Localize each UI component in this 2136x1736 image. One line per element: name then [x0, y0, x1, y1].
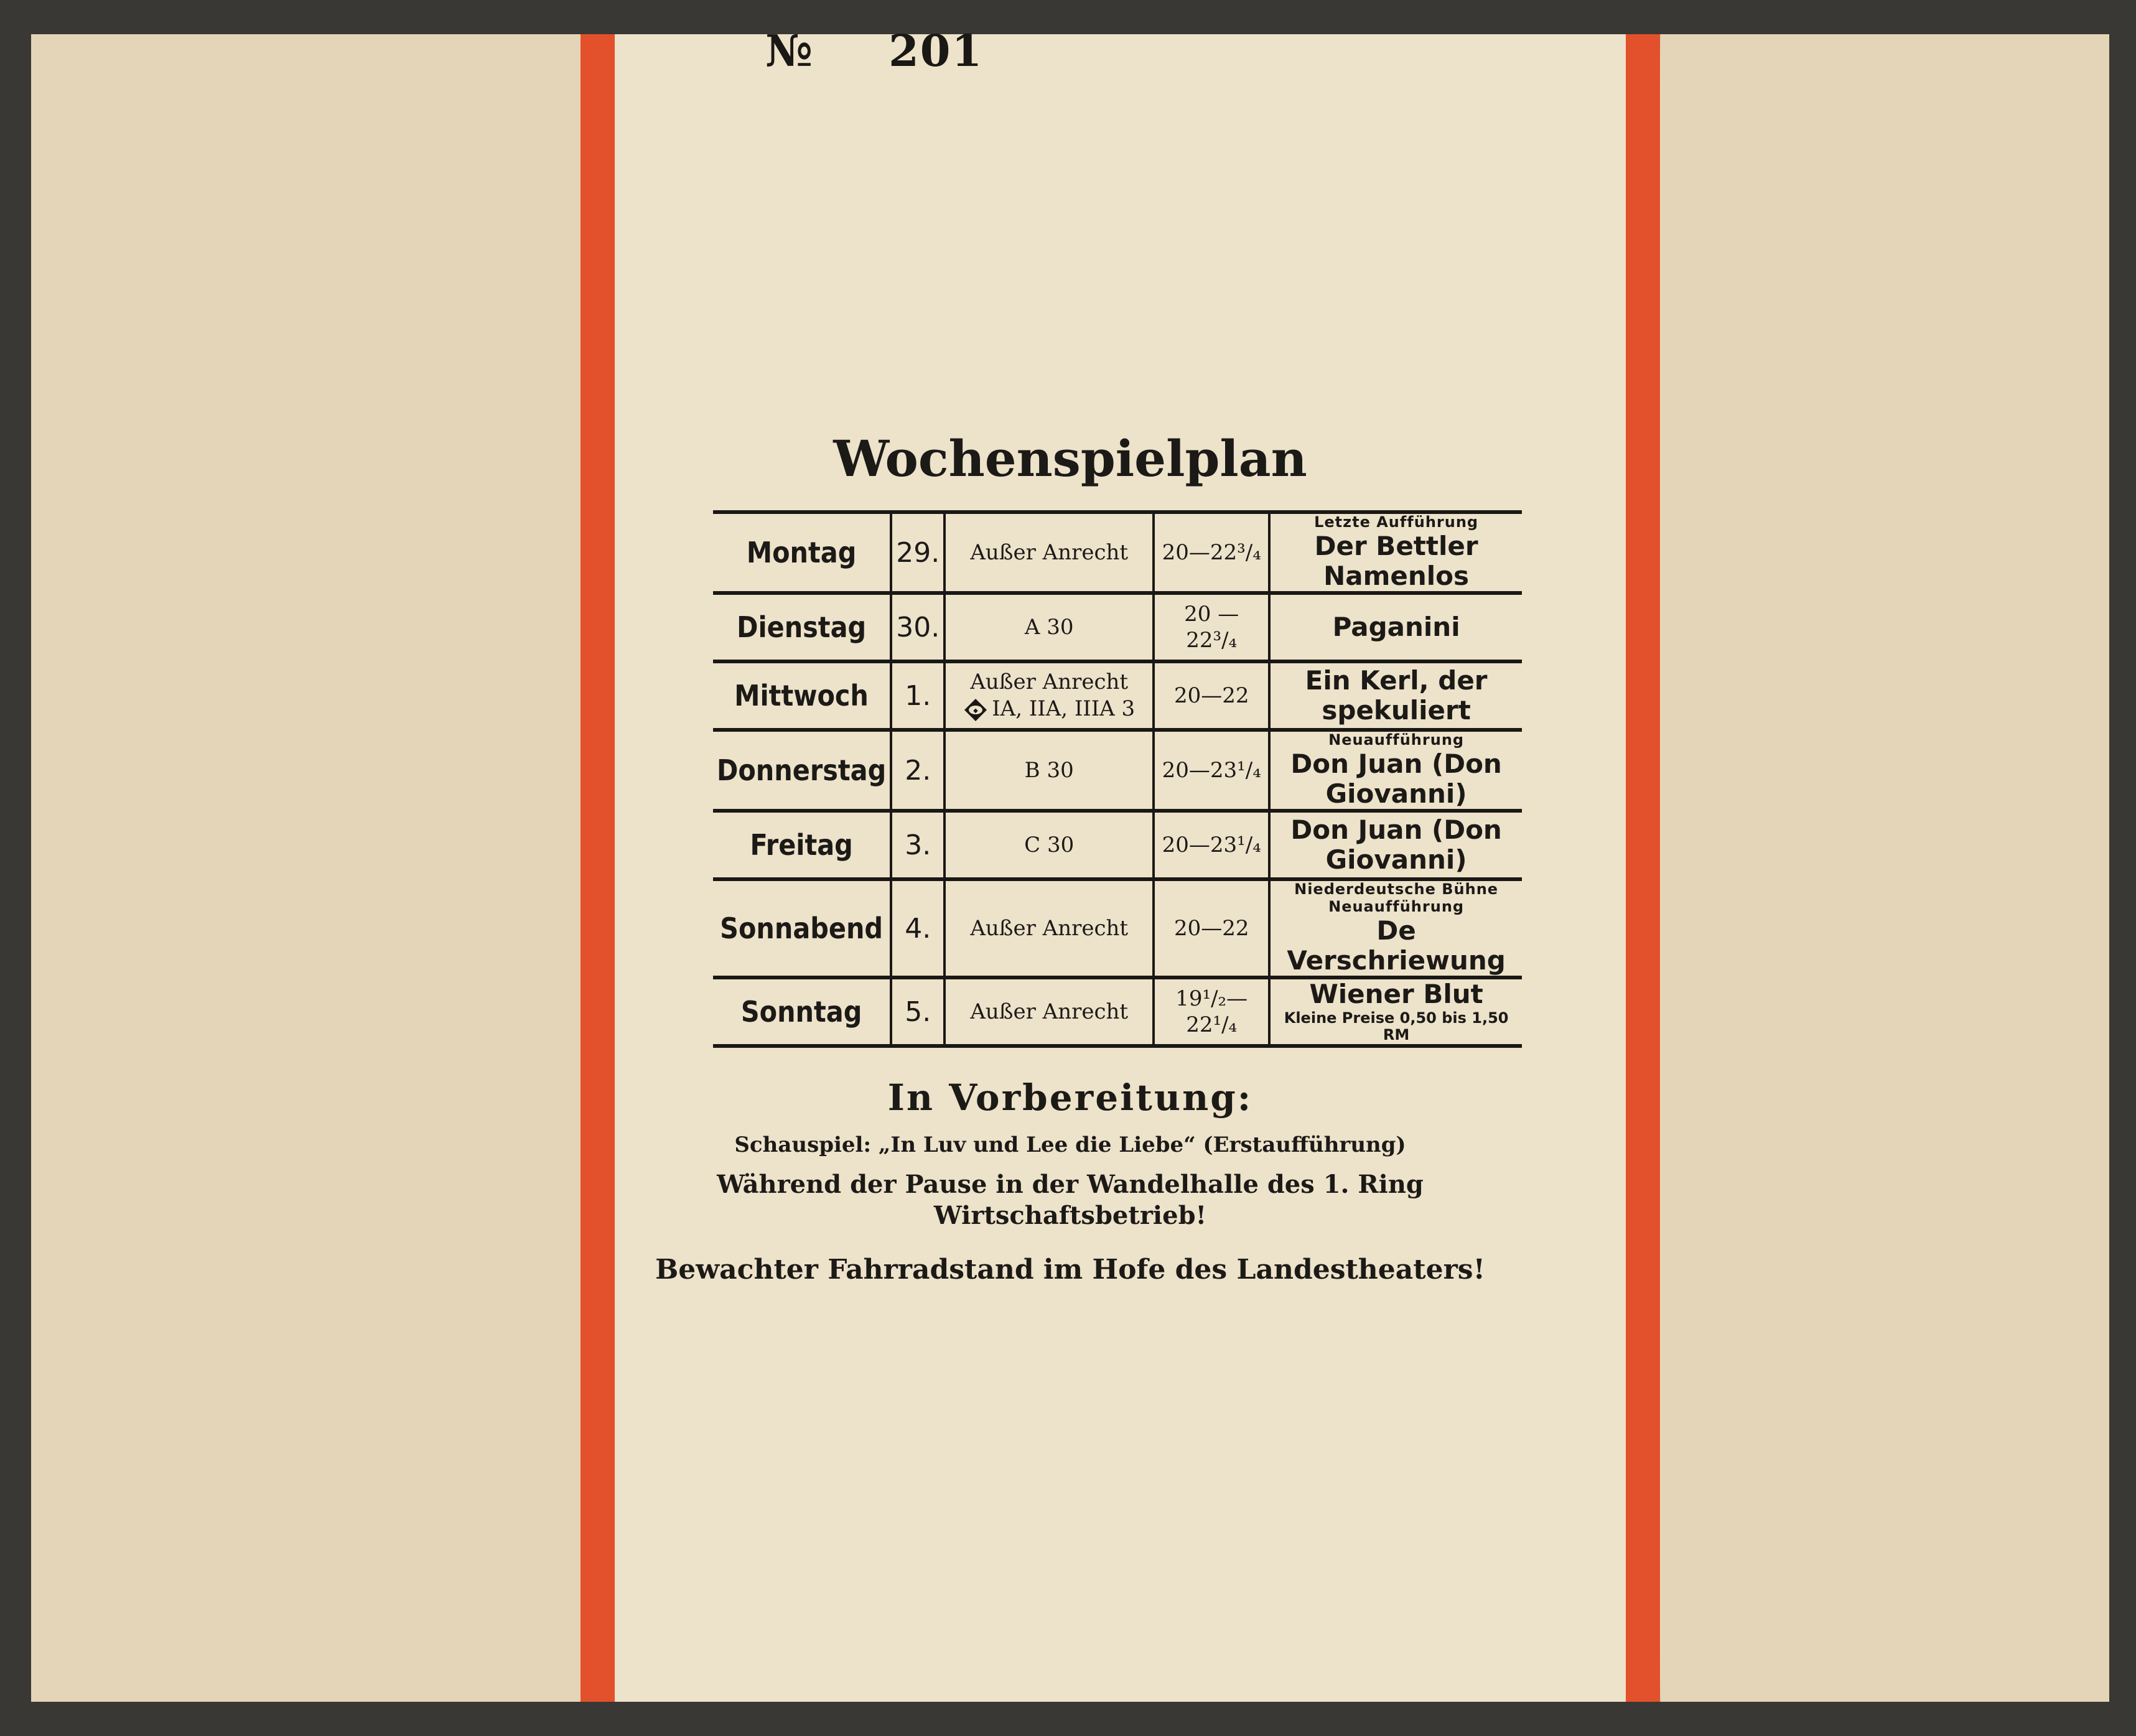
bike-notice: Bewachter Fahrradstand im Hofe des Landestheaters!	[655, 1254, 1485, 1286]
play-title: Don Juan (Don Giovanni)	[1290, 748, 1502, 810]
subscription-cell	[944, 879, 1154, 978]
date-value: 29.	[896, 536, 940, 569]
play-note: Letzte Aufführung	[1314, 513, 1479, 531]
ring-emblem-icon	[963, 698, 988, 722]
play-title: De Verschriewung	[1287, 915, 1506, 976]
subscription-cell	[944, 978, 1154, 1046]
day-cell	[713, 879, 891, 978]
play-title: Paganini	[1332, 612, 1460, 643]
play-cell	[1269, 811, 1522, 879]
date-cell	[891, 593, 944, 661]
play-cell	[1269, 879, 1522, 978]
schedule-row	[713, 978, 1522, 1046]
date-value: 2.	[905, 754, 931, 786]
play-cell	[1269, 593, 1522, 661]
play-title: Don Juan (Don Giovanni)	[1290, 814, 1502, 875]
right-page-showthrough	[1661, 34, 2109, 1702]
left-page-showthrough	[31, 34, 585, 1702]
left-red-stripe	[581, 34, 615, 1702]
play-cell	[1269, 661, 1522, 730]
number-sign: №	[765, 25, 814, 77]
day-name: Mittwoch	[734, 679, 869, 713]
subscription-text: B 30	[1024, 758, 1074, 783]
time-text-end: 22¹/₄	[1186, 1012, 1238, 1038]
subscription-cell	[944, 661, 1154, 730]
subscription-cell	[944, 811, 1154, 879]
right-red-stripe	[1626, 34, 1660, 1702]
time-cell	[1154, 811, 1269, 879]
day-name: Donnerstag	[717, 754, 887, 788]
time-text: 20 —	[1184, 601, 1239, 627]
subscription-cell	[944, 593, 1154, 661]
subscription-text: Außer Anrecht	[970, 999, 1129, 1024]
day-name: Freitag	[750, 828, 853, 862]
time-text: 19¹/₂—	[1175, 986, 1248, 1011]
play-title: Wiener Blut	[1309, 979, 1483, 1010]
schedule-table	[713, 510, 1522, 1048]
schedule-row	[713, 730, 1522, 811]
play-cell	[1269, 978, 1522, 1046]
ghost-text	[106, 177, 119, 228]
time-cell	[1154, 512, 1269, 593]
svg-text:◆: ◆	[973, 707, 979, 714]
day-cell	[713, 730, 891, 811]
subscription-text: Außer Anrecht	[970, 539, 1129, 565]
schedule-row	[713, 811, 1522, 879]
schedule-row	[713, 661, 1522, 730]
pause-line-2: Wirtschaftsbetrieb!	[933, 1201, 1207, 1230]
play-title: Ein Kerl, der spekuliert	[1305, 665, 1488, 726]
preparation-line: Schauspiel: „In Luv und Lee die Liebe“ (Erstaufführung)	[734, 1132, 1406, 1157]
date-value: 30.	[896, 611, 940, 643]
price-note: Kleine Preise 0,50 bis 1,50 RM	[1284, 1009, 1509, 1044]
subscription-text: C 30	[1024, 833, 1075, 858]
day-cell	[713, 593, 891, 661]
day-cell	[713, 978, 891, 1046]
date-value: 1.	[905, 679, 931, 712]
date-value: 3.	[905, 829, 931, 861]
day-name: Sonntag	[740, 995, 862, 1029]
day-name: Sonnabend	[720, 912, 884, 946]
play-title: Der Bettler Namenlos	[1314, 530, 1478, 591]
time-cell	[1154, 661, 1269, 730]
play-note: Niederdeutsche Bühne	[1294, 880, 1499, 898]
day-cell	[713, 811, 891, 879]
time-text: 20—22	[1173, 916, 1249, 941]
subscription-cell	[944, 730, 1154, 811]
date-cell	[891, 730, 944, 811]
play-cell	[1269, 730, 1522, 811]
subscription-cell	[944, 512, 1154, 593]
pause-line-1: Während der Pause in der Wandelhalle des 1. Ring	[717, 1170, 1424, 1199]
subscription-groups: IA, IIA, IIIA 3	[992, 696, 1136, 721]
date-cell	[891, 512, 944, 593]
time-text: 20—22³/₄	[1162, 539, 1261, 565]
day-name: Dienstag	[737, 610, 867, 645]
time-cell	[1154, 879, 1269, 978]
time-cell	[1154, 593, 1269, 661]
preparation-heading: In Vorbereitung:	[887, 1076, 1253, 1119]
time-cell	[1154, 730, 1269, 811]
time-cell	[1154, 978, 1269, 1046]
play-note: Neuaufführung	[1328, 731, 1465, 749]
date-value: 4.	[905, 912, 931, 945]
date-cell	[891, 811, 944, 879]
time-text: 20—23¹/₄	[1162, 758, 1261, 783]
date-cell	[891, 661, 944, 730]
page-title: Wochenspielplan	[833, 429, 1307, 488]
date-value: 5.	[905, 996, 931, 1028]
day-cell	[713, 661, 891, 730]
schedule-row	[713, 593, 1522, 661]
time-text-end: 22³/₄	[1186, 628, 1238, 653]
time-text: 20—23¹/₄	[1162, 833, 1261, 858]
day-cell	[713, 512, 891, 593]
subscription-text: A 30	[1024, 614, 1074, 640]
date-cell	[891, 978, 944, 1046]
subscription-text: Außer Anrecht	[970, 916, 1129, 941]
date-cell	[891, 879, 944, 978]
play-cell	[1269, 512, 1522, 593]
schedule-row	[713, 879, 1522, 978]
document-number	[765, 25, 983, 77]
play-note-2: Neuaufführung	[1328, 897, 1465, 915]
day-name: Montag	[746, 536, 857, 570]
number-value: 201	[888, 25, 984, 77]
time-text: 20—22	[1173, 683, 1249, 708]
schedule-row	[713, 512, 1522, 593]
subscription-text: Außer Anrecht	[970, 670, 1129, 695]
